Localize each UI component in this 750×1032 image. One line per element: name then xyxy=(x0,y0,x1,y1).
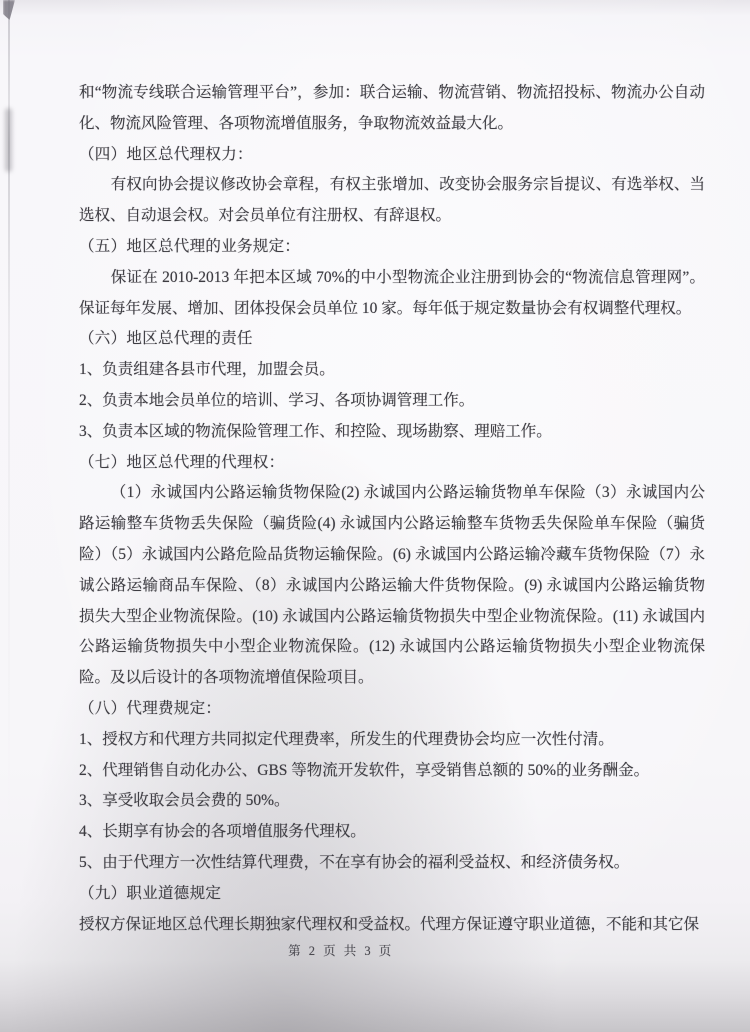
section-heading-5: （五）地区总代理的业务规定： xyxy=(79,237,301,255)
list-item: 4、长期享有协会的各项增值服务代理权。 xyxy=(79,823,366,841)
paragraph: 有权向协会提议修改协会章程，有权主张增加、改变协会服务宗旨提议、有选举权、当选权、自动退会权。对会员单位有注册权、有辞退权。 xyxy=(79,176,705,225)
document-body xyxy=(79,78,705,940)
list-item: 3、负责本区域的物流保险管理工作、和控险、现场勘察、理赔工作。 xyxy=(79,422,552,440)
list-item: 3、享受收取会员会费的 50%。 xyxy=(79,792,290,810)
paragraph: 保证在 2010-2013 年把本区域 70%的中小型物流企业注册到协会的“物流信息管理网”。保证每年发展、增加、团体投保会员单位 10 家。每年低于规定数量协会有权调整代理权。 xyxy=(79,268,705,317)
list-item: 2、代理销售自动化办公、GBS 等物流开发软件，享受销售总额的 50%的业务酬金。 xyxy=(79,761,650,779)
list-item: 2、负责本地会员单位的培训、学习、各项协调管理工作。 xyxy=(79,391,475,409)
section-heading-7: （七）地区总代理的代理权： xyxy=(79,453,285,471)
page-footer: 第 2 页 共 3 页 xyxy=(288,944,394,958)
section-heading-8: （八）代理费规定： xyxy=(79,699,222,717)
list-item: 1、负责组建各县市代理，加盟会员。 xyxy=(79,361,335,379)
scan-smudge xyxy=(5,108,12,172)
paragraph: 和“物流专线联合运输管理平台”，参加：联合运输、物流营销、物流招投标、物流办公自动化、物流风险管理、各项物流增值服务，争取物流效益最大化。 xyxy=(79,84,705,132)
section-heading-6: （六）地区总代理的责任 xyxy=(79,330,253,348)
paragraph: 授权方保证地区总代理长期独家代理权和受益权。代理方保证遵守职业道德，不能和其它保 xyxy=(79,915,700,933)
list-item: 5、由于代理方一次性结算代理费，不在享有协会的福利受益权、和经济债务权。 xyxy=(79,853,630,871)
section-heading-4: （四）地区总代理权力： xyxy=(79,145,253,163)
section-heading-9: （九）职业道德规定 xyxy=(79,884,222,902)
list-item: 1、授权方和代理方共同拟定代理费率，所发生的代理费协会均应一次性付清。 xyxy=(79,730,614,748)
paragraph: （1）永诚国内公路运输货物保险(2) 永诚国内公路运输货物单车保险（3）永诚国内公路运输整车货物丢失保险（骗货险(4) 永诚国内公路运输整车货物丢失保险单车保险（骗货险）（5）永诚国内公路危险品货物运输保险。(6) 永诚国内公路运输冷藏车货物保险（7）永诚公路运输商品车保险、（8）永诚国内公路运输大件货物保险。(9) 永诚国内公路运输货物损失大型企业物流保险。(10) 永诚国内公路运输货物损失中型企业物流保险。(11) 永诚国内公路运输货物损失中小型企业物流保险。(12) 永诚国内公路运输货物损失小型企业物流保险。及以后设计的各项物流增值保险项目。 xyxy=(79,484,705,687)
